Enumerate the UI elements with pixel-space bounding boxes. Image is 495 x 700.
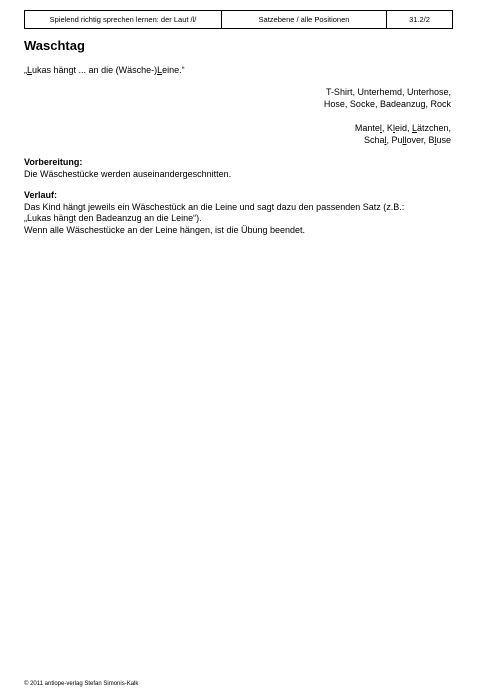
header-table xyxy=(24,10,453,29)
copyright-footer: © 2011 antiope-verlag Stefan Simonis-Kalk xyxy=(24,681,139,687)
procedure-label: Verlauf: xyxy=(24,190,58,200)
word-line: Schal, Pullover, Bluse xyxy=(363,135,451,145)
word-list-2 xyxy=(355,122,451,146)
word-line: Mantel, Kleid, Lätzchen, xyxy=(354,123,451,133)
word-line: Hose, Socke, Badeanzug, Rock xyxy=(323,99,451,109)
word-line: T-Shirt, Unterhemd, Unterhose, xyxy=(325,87,451,97)
target-sentence xyxy=(24,65,185,75)
page-title: Waschtag xyxy=(24,38,85,53)
preparation-text: Die Wäschestücke werden auseinandergeschnitten. xyxy=(24,168,232,179)
header-page-number: 31.2/2 xyxy=(409,15,430,24)
preparation-label: Vorbereitung: xyxy=(24,157,83,167)
underlined-l: L xyxy=(157,65,163,75)
procedure-line: Wenn alle Wäschestücke an der Leine hängen, ist die Übung beendet. xyxy=(24,224,306,235)
word-list-1 xyxy=(324,86,451,110)
procedure-section xyxy=(24,190,454,236)
procedure-line: „Lukas hängt den Badeanzug an die Leine“). xyxy=(24,213,202,223)
quote-open: „ xyxy=(24,65,27,75)
header-level: Satzebene / alle Positionen xyxy=(222,11,387,28)
underlined-l: L xyxy=(27,65,33,75)
quote-text: eine.“ xyxy=(162,65,185,75)
quote-text: ukas hängt ... an die (Wäsche-) xyxy=(32,65,158,75)
procedure-line: Das Kind hängt jeweils ein Wäschestück an die Leine und sagt dazu den passenden Satz (z.B.: xyxy=(24,201,405,212)
preparation-section xyxy=(24,157,454,180)
header-series: Spielend richtig sprechen lernen: der Laut /l/ xyxy=(25,11,222,28)
